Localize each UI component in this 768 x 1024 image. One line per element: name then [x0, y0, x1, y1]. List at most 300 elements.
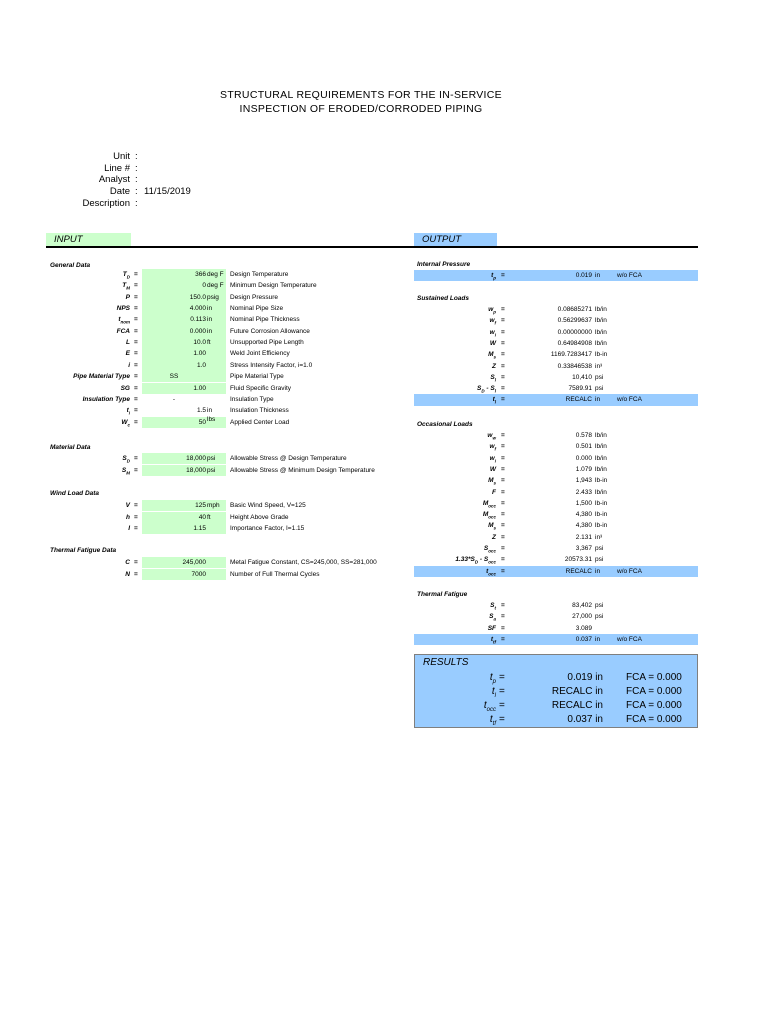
row-symbol	[418, 464, 496, 475]
symbol-subscript: s	[493, 525, 496, 531]
equals-sign: =	[501, 306, 505, 313]
results-row	[0, 713, 768, 727]
input-description: Insulation Type	[230, 395, 274, 403]
output-unit: psi	[595, 613, 604, 621]
output-row	[0, 532, 768, 543]
symbol-main: SG	[120, 384, 130, 392]
equals-sign: =	[134, 513, 138, 521]
input-description: Number of Full Thermal Cycles	[230, 570, 320, 578]
internal-pressure-heading: Internal Pressure	[417, 261, 471, 268]
symbol-main: Insulation Type	[82, 395, 130, 403]
output-value: 0.019	[575, 272, 592, 279]
input-value[interactable]: -	[172, 395, 176, 403]
input-unit: in	[207, 305, 213, 313]
date-value: 11/15/2019	[144, 186, 191, 197]
equals-sign: =	[134, 407, 138, 415]
output-result-row	[0, 566, 768, 577]
material-data-heading: Material Data	[50, 444, 91, 451]
equals-sign: =	[501, 556, 505, 564]
symbol-main: Z	[492, 533, 496, 541]
description-label: Description	[82, 198, 130, 209]
input-description: Pipe Material Type	[230, 373, 284, 381]
output-unit: lb/in	[595, 306, 607, 313]
equals-sign: =	[134, 271, 138, 278]
output-row	[0, 498, 768, 509]
output-unit: lb/in	[595, 443, 607, 451]
results-value: RECALC in	[551, 700, 603, 711]
input-description: Height Above Grade	[230, 513, 289, 521]
symbol-subscript: s	[493, 480, 496, 486]
output-unit: lb-in	[595, 477, 608, 485]
output-unit: psi	[595, 602, 604, 609]
output-unit: psi	[595, 545, 604, 552]
input-value[interactable]: 18,000	[186, 455, 206, 462]
symbol-main: P	[125, 293, 130, 301]
row-symbol	[418, 394, 496, 408]
row-symbol	[46, 417, 130, 431]
equals-sign: =	[134, 525, 138, 532]
symbol-main: SF	[487, 624, 496, 632]
input-row	[0, 280, 410, 291]
equals-sign: =	[499, 700, 505, 711]
symbol-main: w	[489, 328, 495, 336]
unit-label: Unit	[113, 151, 130, 162]
results-fca: FCA = 0.000	[626, 672, 682, 683]
output-value: 83,402	[572, 602, 592, 609]
equals-sign: =	[501, 533, 505, 541]
results-value: RECALC in	[551, 686, 603, 697]
output-value: 7589.91	[568, 385, 592, 393]
thermal-fatigue-heading: Thermal Fatigue	[417, 591, 468, 598]
output-unit: lb/in	[595, 328, 607, 336]
symbol-main: S	[122, 455, 127, 462]
input-value[interactable]: 1.5	[196, 407, 206, 415]
symbol-subscript: i	[494, 331, 496, 337]
symbol-tail: - S	[478, 556, 489, 564]
input-value[interactable]: SS	[169, 373, 179, 381]
symbol-subscript: occ	[488, 514, 496, 520]
symbol-main: W	[489, 465, 496, 473]
output-row	[0, 487, 768, 498]
page-subtitle: INSPECTION OF ERODED/CORRODED PIPING	[239, 103, 483, 115]
output-unit: in	[595, 396, 601, 404]
output-row	[0, 543, 768, 554]
equals-sign: =	[134, 339, 138, 347]
symbol-main: M	[488, 477, 494, 485]
row-symbol	[418, 566, 496, 580]
input-description: Metal Fatigue Constant, CS=245,000, SS=281,000	[230, 559, 377, 566]
input-value[interactable]: 0	[202, 282, 206, 290]
symbol-main: S	[483, 545, 489, 552]
output-row	[0, 475, 768, 486]
results-fca: FCA = 0.000	[626, 686, 682, 697]
input-description: Design Pressure	[230, 293, 279, 301]
input-row	[0, 292, 410, 303]
symbol-subscript: a	[493, 616, 496, 622]
equals-sign: =	[134, 293, 138, 301]
symbol-tail-subscript: occ	[488, 559, 496, 565]
symbol-main: 1.33*S	[455, 556, 475, 564]
output-unit: in³	[595, 533, 603, 541]
output-unit: lb/in	[595, 432, 607, 439]
results-symbol-main: t	[489, 672, 493, 683]
input-value[interactable]: 0.113	[190, 316, 206, 324]
output-unit: lb-in	[595, 499, 608, 507]
input-description: Allowable Stress @ Minimum Design Temperature	[230, 467, 375, 474]
equals-sign: =	[501, 328, 505, 336]
output-unit: lb-in	[595, 511, 608, 519]
output-value: 4,380	[575, 522, 592, 530]
symbol-subscript: occ	[488, 503, 496, 509]
output-row	[0, 453, 768, 464]
output-value: 4,380	[575, 511, 592, 519]
input-description: Stress Intensity Factor, i=1.0	[230, 361, 313, 369]
symbol-subscript: f	[494, 320, 496, 326]
results-symbol-main: t	[489, 714, 493, 725]
equals-sign: =	[134, 570, 138, 578]
equals-sign: =	[499, 686, 505, 697]
input-description: Minimum Design Temperature	[230, 282, 317, 290]
symbol-subscript: w	[492, 435, 496, 441]
symbol-subscript: c	[127, 421, 130, 427]
input-description: Future Corrosion Allowance	[230, 327, 310, 335]
results-value: 0.019 in	[567, 672, 603, 683]
equals-sign: =	[501, 567, 505, 575]
symbol-main: M	[482, 499, 489, 507]
output-tab: OUTPUT	[414, 233, 497, 246]
equals-sign: =	[499, 672, 505, 683]
output-row	[0, 372, 768, 383]
output-value: 0.037	[575, 635, 592, 643]
symbol-main: F	[492, 488, 496, 496]
row-symbol	[418, 487, 496, 498]
results-row	[0, 671, 768, 685]
output-row	[0, 441, 768, 452]
output-row	[0, 464, 768, 475]
input-row	[0, 405, 410, 416]
results-symbol-main: t	[491, 686, 495, 697]
symbol-main: FCA	[116, 327, 130, 335]
output-unit: psi	[595, 373, 604, 381]
output-unit: in	[595, 635, 601, 643]
symbol-subscript: i	[128, 410, 130, 416]
equals-sign: =	[501, 477, 505, 485]
input-description: Importance Factor, I=1.15	[230, 525, 305, 532]
date-label: Date	[109, 186, 130, 197]
input-value[interactable]: 0.000	[189, 327, 206, 335]
input-unit: in	[207, 316, 213, 324]
symbol-subscript: l	[494, 399, 496, 405]
symbol-subscript: tf	[493, 639, 496, 645]
symbol-main: t	[490, 635, 493, 643]
symbol-main: Pipe Material Type	[73, 373, 130, 381]
sustained-loads-heading: Sustained Loads	[417, 295, 470, 302]
row-symbol	[418, 270, 496, 284]
symbol-subscript: M	[126, 470, 130, 476]
input-value[interactable]: 1.0	[196, 361, 206, 369]
symbol-main: S	[489, 613, 494, 621]
thermal-fatigue-data-heading: Thermal Fatigue Data	[50, 547, 117, 554]
symbol-main: S	[121, 467, 127, 474]
output-row	[0, 315, 768, 326]
input-description: Nominal Pipe Thickness	[230, 316, 300, 324]
output-value: 1169.7283417	[550, 351, 592, 359]
input-description: Unsupported Pipe Length	[230, 339, 304, 347]
equals-sign: =	[134, 373, 138, 381]
equals-sign: =	[134, 350, 138, 358]
input-description: Weld Joint Efficiency	[230, 350, 290, 358]
symbol-subscript: nom	[120, 319, 130, 325]
output-value: 3,367	[575, 545, 592, 552]
results-row	[0, 685, 768, 699]
input-description: Insulation Thickness	[230, 407, 289, 415]
input-row	[0, 417, 410, 428]
analyst-colon: :	[135, 174, 138, 185]
output-unit: in³	[595, 362, 603, 370]
symbol-subscript: t	[494, 605, 496, 611]
equals-sign: =	[134, 361, 138, 369]
header-divider	[46, 246, 698, 248]
symbol-main: t	[486, 567, 489, 575]
output-value: 0.33846538	[557, 362, 592, 370]
symbol-subscript: i	[494, 457, 496, 463]
symbol-subscript: s	[493, 354, 496, 360]
equals-sign: =	[134, 282, 138, 290]
symbol-main: w	[489, 443, 495, 451]
symbol-subscript: D	[126, 458, 130, 464]
equals-sign: =	[134, 418, 138, 426]
symbol-main: M	[488, 522, 494, 530]
output-unit: psi	[595, 385, 604, 393]
wind-load-heading: Wind Load Data	[50, 490, 100, 497]
output-row	[0, 383, 768, 394]
symbol-main: w	[487, 432, 493, 439]
symbol-subscript: p	[493, 275, 496, 281]
equals-sign: =	[501, 545, 505, 552]
equals-sign: =	[499, 714, 505, 725]
symbol-main: S	[490, 373, 495, 381]
input-description: Design Temperature	[230, 271, 289, 278]
row-symbol	[418, 634, 496, 648]
output-unit: lb/in	[595, 339, 607, 347]
symbol-main: S	[490, 602, 495, 609]
output-value: 0.578	[575, 432, 592, 439]
input-unit: psi	[207, 455, 216, 462]
output-unit: psi	[595, 556, 604, 564]
output-value: 0.08685271	[557, 306, 592, 313]
equals-sign: =	[134, 502, 138, 509]
output-value: 3.089	[575, 624, 592, 632]
symbol-main: N	[125, 570, 130, 578]
results-title: RESULTS	[423, 657, 469, 668]
input-unit: psig	[207, 293, 219, 301]
input-unit: mph	[207, 502, 220, 509]
symbol-main: Z	[492, 362, 496, 370]
output-unit: in	[595, 567, 601, 575]
equals-sign: =	[134, 327, 138, 335]
equals-sign: =	[501, 465, 505, 473]
output-unit: lb-in	[595, 522, 608, 530]
date-colon: :	[135, 186, 138, 197]
equals-sign: =	[134, 455, 138, 462]
symbol-subscript: D	[481, 388, 485, 394]
occasional-loads-heading: Occasional Loads	[417, 421, 473, 428]
input-value[interactable]: 50	[198, 418, 206, 426]
equals-sign: =	[501, 272, 505, 279]
output-value: 2.433	[575, 488, 592, 496]
input-unit: lbs	[207, 415, 216, 423]
input-value[interactable]: 1.00	[193, 350, 206, 358]
output-value: RECALC	[565, 567, 592, 575]
output-value: 1,500	[575, 499, 592, 507]
output-row	[0, 304, 768, 315]
row-symbol	[418, 338, 496, 349]
symbol-main: t	[118, 316, 121, 324]
equals-sign: =	[501, 317, 505, 325]
symbol-subscript: M	[126, 285, 130, 291]
input-value[interactable]: 18,000	[186, 467, 206, 474]
output-note: w/o FCA	[617, 635, 642, 643]
input-tab: INPUT	[46, 233, 131, 246]
input-value[interactable]: 150.0	[189, 293, 206, 301]
equals-sign: =	[134, 395, 138, 403]
output-unit: in	[595, 272, 601, 279]
output-row	[0, 509, 768, 520]
symbol-subscript: occ	[488, 570, 496, 576]
equals-sign: =	[501, 443, 505, 451]
results-fca: FCA = 0.000	[626, 714, 682, 725]
output-row	[0, 327, 768, 338]
equals-sign: =	[501, 624, 505, 632]
input-unit: deg F	[207, 271, 224, 278]
general-data-heading: General Data	[50, 262, 91, 269]
output-value: 0.00000000	[557, 328, 592, 336]
output-note: w/o FCA	[617, 396, 642, 404]
input-unit: psi	[207, 467, 216, 474]
page-title: STRUCTURAL REQUIREMENTS FOR THE IN-SERVICE	[220, 89, 502, 101]
line-number-colon: :	[135, 163, 138, 174]
output-row	[0, 520, 768, 531]
output-row	[0, 611, 768, 622]
equals-sign: =	[501, 385, 505, 393]
output-result-row	[0, 270, 768, 281]
output-unit: lb/in	[595, 488, 607, 496]
output-value: 1.079	[575, 465, 592, 473]
symbol-main: t	[126, 407, 129, 415]
output-note: w/o FCA	[617, 272, 642, 279]
input-value[interactable]: 1.15	[193, 525, 206, 532]
output-value: RECALC	[565, 396, 592, 404]
row-symbol	[418, 623, 496, 634]
equals-sign: =	[501, 339, 505, 347]
row-symbol	[418, 532, 496, 543]
output-value: 27,000	[572, 613, 592, 621]
symbol-main: C	[125, 559, 130, 566]
output-row	[0, 349, 768, 360]
equals-sign: =	[501, 432, 505, 439]
description-colon: :	[135, 198, 138, 209]
symbol-main: w	[488, 306, 494, 313]
symbol-tail-subscript: l	[494, 388, 496, 394]
equals-sign: =	[501, 488, 505, 496]
input-value[interactable]: 4.000	[189, 305, 206, 313]
input-value[interactable]: 1.00	[193, 384, 206, 392]
input-description: Applied Center Load	[230, 418, 290, 426]
input-value[interactable]: 10.0	[193, 339, 206, 347]
unit-colon: :	[135, 151, 138, 162]
input-value[interactable]: 125	[195, 502, 206, 509]
input-unit: in	[207, 407, 213, 415]
output-value: 10,410	[572, 373, 592, 381]
output-unit: lb-in	[595, 351, 608, 359]
results-symbol	[440, 713, 496, 731]
input-description: Nominal Pipe Size	[230, 305, 284, 313]
symbol-tail: - S	[484, 385, 495, 393]
results-fca: FCA = 0.000	[626, 700, 682, 711]
symbol-main: t	[492, 396, 495, 404]
output-value: 2.131	[575, 533, 592, 541]
input-unit: ft	[207, 513, 211, 521]
input-unit: deg F	[207, 282, 224, 290]
symbol-subscript: l	[494, 377, 496, 383]
symbol-main: W	[121, 418, 128, 426]
equals-sign: =	[501, 635, 505, 643]
equals-sign: =	[501, 499, 505, 507]
symbol-main: w	[489, 454, 495, 462]
input-value[interactable]: 7000	[191, 570, 206, 578]
equals-sign: =	[501, 522, 505, 530]
output-value: 0.64984908	[557, 339, 592, 347]
symbol-main: I	[128, 525, 130, 532]
input-value[interactable]: 245,000	[182, 559, 206, 566]
input-value[interactable]: 366	[195, 271, 206, 278]
symbol-main: t	[491, 272, 494, 279]
output-value: 0.56299637	[557, 317, 592, 325]
equals-sign: =	[134, 559, 138, 566]
output-row	[0, 600, 768, 611]
row-symbol	[418, 361, 496, 372]
results-symbol-subscript: p	[492, 679, 496, 685]
symbol-main: NPS	[116, 305, 130, 313]
equals-sign: =	[501, 613, 505, 621]
input-value[interactable]: 40	[198, 513, 206, 521]
symbol-subscript: f	[494, 446, 496, 452]
symbol-main: i	[128, 361, 130, 369]
equals-sign: =	[134, 305, 138, 313]
symbol-main: h	[126, 513, 130, 521]
output-result-row	[0, 634, 768, 645]
results-symbol-subscript: l	[494, 693, 496, 699]
symbol-main: V	[125, 502, 130, 509]
symbol-subscript: D	[474, 559, 479, 565]
input-unit: in	[207, 327, 213, 335]
equals-sign: =	[501, 454, 505, 462]
symbol-main: T	[122, 282, 127, 290]
input-description: Fluid Specific Gravity	[230, 384, 292, 392]
results-symbol-main: t	[483, 700, 487, 711]
output-note: w/o FCA	[617, 567, 642, 575]
results-value: 0.037 in	[567, 714, 603, 725]
symbol-subscript: p	[493, 309, 496, 315]
symbol-main: E	[125, 350, 130, 358]
symbol-subscript: D	[126, 274, 130, 280]
equals-sign: =	[501, 511, 505, 519]
results-symbol-subscript: tf	[492, 721, 496, 727]
symbol-main: T	[122, 271, 127, 278]
equals-sign: =	[134, 316, 138, 324]
results-row	[0, 699, 768, 713]
row-symbol	[46, 292, 130, 303]
